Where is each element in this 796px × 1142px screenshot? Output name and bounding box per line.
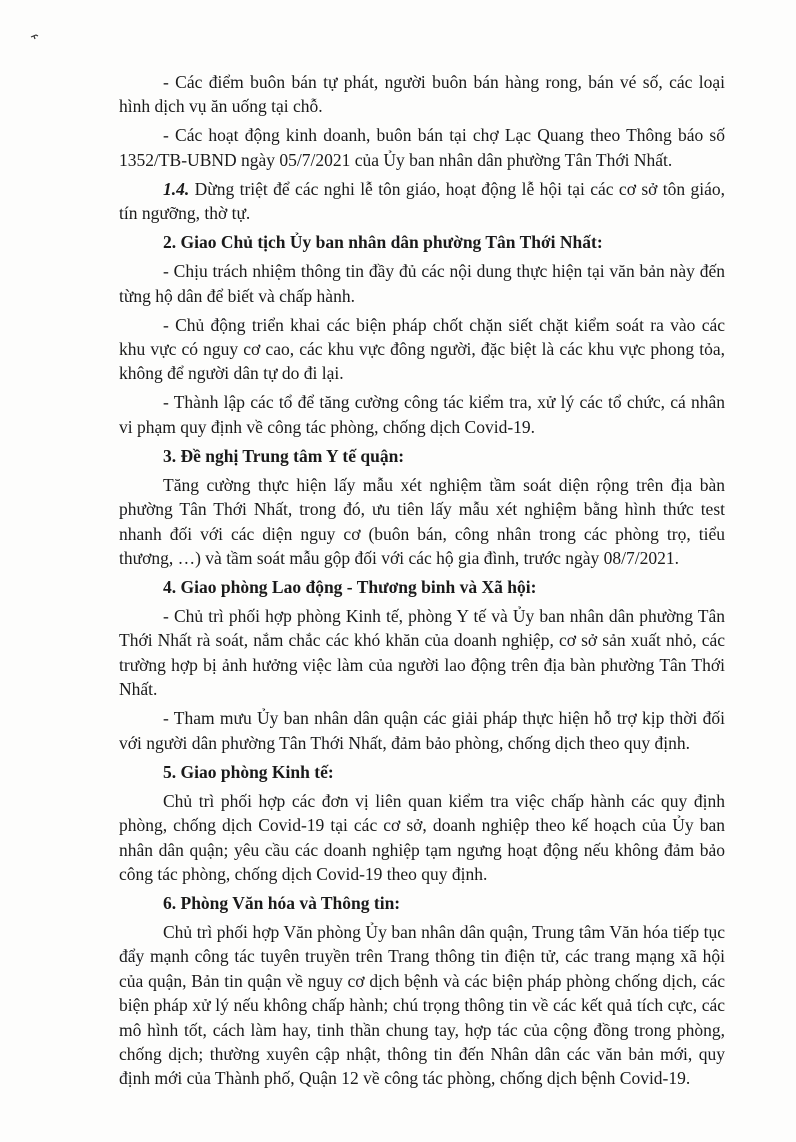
body-paragraph: Tăng cường thực hiện lấy mẫu xét nghiệm tầm soát diện rộng trên địa bàn phường Tân Thới Nhất, trong đó, ưu tiên lấy mẫu xét nghiệm bằng hình thức test nhanh đối với các diện nguy cơ (buôn bán, công nhân trong các phòng trọ, tiểu thương, …) và tầm soát mẫu gộp đối với các hộ gia đình, trước ngày 08/7/2021.	[119, 474, 725, 569]
body-paragraph: - Thành lập các tổ để tăng cường công tác kiểm tra, xử lý các tổ chức, cá nhân vi phạm quy định về công tác phòng, chống dịch Covid-19.	[119, 392, 725, 437]
section-heading: 3. Đề nghị Trung tâm Y tế quận:	[163, 445, 405, 466]
body-paragraph: - Tham mưu Ủy ban nhân dân quận các giải pháp thực hiện hỗ trợ kịp thời đối với người dân phường Tân Thới Nhất, đảm bảo phòng, chống dịch theo quy định.	[119, 708, 725, 753]
body-paragraph: - Chủ động triển khai các biện pháp chốt chặn siết chặt kiểm soát ra vào các khu vực có nguy cơ cao, các khu vực đông người, đặc biệt là các khu vực phong tỏa, không để người dân tự do đi lại.	[119, 314, 725, 384]
section-heading: 2. Giao Chủ tịch Ủy ban nhân dân phường Tân Thới Nhất:	[163, 232, 603, 253]
item-number: 1.4.	[163, 178, 190, 199]
body-paragraph: - Chủ trì phối hợp phòng Kinh tế, phòng Y tế và Ủy ban nhân dân phường Tân Thới Nhất rà soát, nắm chắc các khó khăn của doanh nghiệp, cơ sở sản xuất nhỏ, các trường hợp bị ảnh hưởng việc làm của người lao động trên địa bàn phường Tân Thới Nhất.	[119, 606, 725, 700]
section-heading: 4. Giao phòng Lao động - Thương binh và Xã hội:	[163, 577, 537, 598]
body-paragraph: Chủ trì phối hợp Văn phòng Ủy ban nhân dân quận, Trung tâm Văn hóa tiếp tục đẩy mạnh công tác tuyên truyền trên Trang thông tin điện tử, các trang mạng xã hội của quận, Bản tin quận về nguy cơ dịch bệnh và các biện pháp phòng chống dịch, các biện pháp xử lý nếu không chấp hành; chú trọng thông tin về các kết quả tích cực, các mô hình tốt, cách làm hay, tinh thần chung tay, hợp tác của cộng đồng trong phòng, chống dịch; thường xuyên cập nhật, thông tin đến Nhân dân các văn bản mới, quy định mới của Thành phố, Quận 12 về công tác phòng, chống dịch bệnh Covid-19.	[119, 921, 725, 1089]
body-paragraph: Chủ trì phối hợp các đơn vị liên quan kiểm tra việc chấp hành các quy định phòng, chống dịch Covid-19 tại các cơ sở, doanh nghiệp theo kế hoạch của Ủy ban nhân dân quận; yêu cầu các doanh nghiệp tạm ngưng hoạt động nếu không đảm bảo công tác phòng, chống dịch Covid-19 theo quy định.	[119, 790, 725, 884]
body-paragraph: - Các hoạt động kinh doanh, buôn bán tại chợ Lạc Quang theo Thông báo số 1352/TB-UBND ngày 05/7/2021 của Ủy ban nhân dân phường Tân Thới Nhất.	[119, 125, 725, 170]
scan-mark	[30, 32, 40, 40]
body-paragraph: - Các điểm buôn bán tự phát, người buôn bán hàng rong, bán vé số, các loại hình dịch vụ ăn uống tại chỗ.	[119, 72, 725, 117]
body-paragraph: - Chịu trách nhiệm thông tin đầy đủ các nội dung thực hiện tại văn bản này đến từng hộ dân để biết và chấp hành.	[119, 261, 725, 306]
paragraph-text: Dừng triệt để các nghi lễ tôn giáo, hoạt động lễ hội tại các cơ sở tôn giáo, tín ngưỡng, thờ tự.	[119, 178, 725, 224]
numbered-paragraph	[119, 177, 725, 226]
section-heading: 6. Phòng Văn hóa và Thông tin:	[163, 892, 401, 913]
section-heading: 5. Giao phòng Kinh tế:	[163, 761, 334, 782]
document-body	[119, 70, 725, 1095]
